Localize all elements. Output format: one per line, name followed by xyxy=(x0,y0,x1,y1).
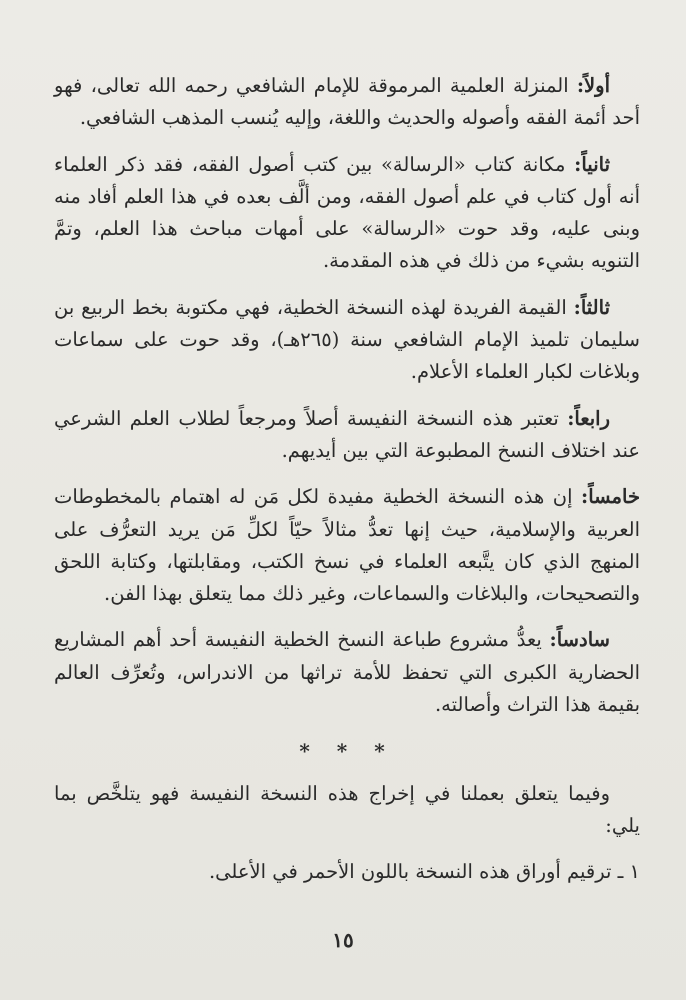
paragraph-lead: ثانياً: xyxy=(574,152,610,176)
paragraph-third xyxy=(54,292,640,389)
paragraph-text: إن هذه النسخة الخطية مفيدة لكل مَن له اهتمام بالمخطوطات العربية والإسلامية، حيث إنها تعدُّ مثالاً حيّاً لكلِّ مَن يريد التعرُّف على المنهج الذي كان يتَّبعه العلماء في نسخ الكتب، ومقابلتها، وكتابة اللحق والتصحيحات، والبلاغات والسماعات، وغير ذلك مما يتعلق بهذا الفن. xyxy=(54,485,640,606)
closing-paragraph: وفيما يتعلق بعملنا في إخراج هذه النسخة النفيسة فهو يتلخَّص بما يلي: xyxy=(54,781,640,837)
paragraph-sixth xyxy=(54,624,640,721)
paragraph-text: تعتبر هذه النسخة النفيسة أصلاً ومرجعاً لطلاب العلم الشرعي عند اختلاف النسخ المطبوعة التي بين أيديهم. xyxy=(54,406,640,462)
paragraph-lead: ثالثاً: xyxy=(573,295,610,319)
paragraph-first xyxy=(54,70,640,135)
paragraph-lead: أولاً: xyxy=(576,74,610,97)
paragraph-fifth xyxy=(54,481,640,610)
paragraph-text: يعدُّ مشروع طباعة النسخ الخطية النفيسة أحد أهم المشاريع الحضارية الكبرى التي تحفظ للأمة تراثها من الاندراس، وتُعرِّف العالم بقيمة هذا التراث وأصالته. xyxy=(54,628,640,717)
paragraph-lead: سادساً: xyxy=(549,628,610,652)
paragraph-text: المنزلة العلمية المرموقة للإمام الشافعي رحمه الله تعالى، فهو أحد أئمة الفقه وأصوله والحديث واللغة، وإليه يُنسب المذهب الشافعي. xyxy=(54,74,640,130)
paragraph-text: مكانة كتاب «الرسالة» بين كتب أصول الفقه، فقد ذكر العلماء أنه أول كتاب في علم أصول الفقه، ومن ألَّف بعده في هذا العلم أفاد منه وبنى عليه، وقد حوت «الرسالة» على أمهات مباحث هذا العلم، وتمَّ التنويه بشيء من ذلك في هذه المقدمة. xyxy=(54,152,640,273)
paragraph-fourth xyxy=(54,403,640,468)
paragraph-second xyxy=(54,149,640,278)
paragraph-text: القيمة الفريدة لهذه النسخة الخطية، فهي مكتوبة بخط الربيع بن سليمان تلميذ الإمام الشافعي سنة (٢٦٥هـ)، وقد حوت على سماعات وبلاغات لكبار العلماء الأعلام. xyxy=(54,295,641,384)
paragraph-lead: خامساً: xyxy=(581,485,640,509)
list-item: ١ ـ ترقيم أوراق هذه النسخة باللون الأحمر في الأعلى. xyxy=(208,860,640,884)
page-number: ١٥ xyxy=(332,928,354,952)
page-body xyxy=(54,70,640,903)
paragraph-lead: رابعاً: xyxy=(567,406,610,430)
section-separator: * * * xyxy=(299,739,395,764)
